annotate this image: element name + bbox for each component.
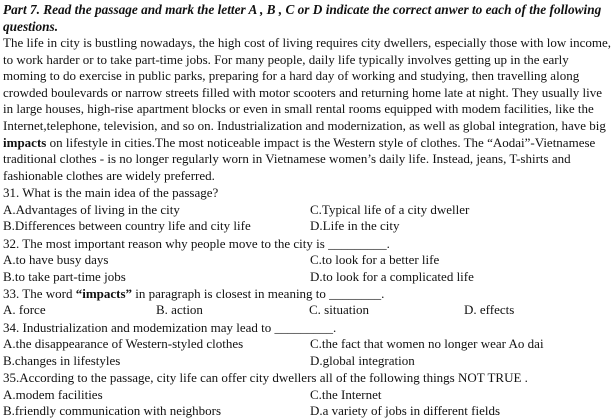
question-31-option-b[interactable]: B.Differences between country life and city life (3, 218, 251, 234)
question-32-option-a[interactable]: A.to have busy days (3, 251, 109, 267)
question-33-option-c[interactable]: C. situation (309, 302, 369, 318)
question-32-stem: 32. The most important reason why people move to the city is _________. (3, 235, 390, 251)
question-33-stem-end: in paragraph is closest in meaning to ________. (132, 286, 385, 302)
question-34-option-b[interactable]: B.changes in lifestyles (3, 352, 121, 368)
passage-text-end: on lifestyle in cities.The most noticeable impact is the Western style of clothes. The “Aodai”-Vietnamese traditional clothes - is no longer regularly worn in Vietnamese women’s daily life. Instead, jeans, T-shirts and fashionable clothes are widely preferred. (3, 134, 596, 183)
question-33-stem-start: 33. The word (3, 286, 76, 302)
question-34-options (3, 336, 613, 369)
question-31-option-d[interactable]: D.Life in the city (310, 218, 400, 234)
question-33-option-a[interactable]: A. force (3, 302, 46, 318)
question-33-option-d[interactable]: D. effects (464, 302, 515, 318)
question-35-option-d[interactable]: D.a variety of jobs in different fields (310, 403, 501, 419)
question-35-option-a[interactable]: A.modem facilities (3, 386, 103, 402)
part-heading: Part 7. Read the passage and mark the letter A , B , C or D indicate the correct anwer to each of the following questions. (3, 2, 602, 34)
question-34-stem: 34. Industrialization and modemization may lead to _________. (3, 319, 337, 335)
question-32-options (3, 252, 613, 285)
question-35-option-c[interactable]: C.the Internet (310, 386, 382, 402)
passage-bold-word: impacts (3, 134, 47, 150)
question-31-option-a[interactable]: A.Advantages of living in the city (3, 201, 180, 217)
question-32-option-d[interactable]: D.to look for a complicated life (310, 268, 474, 284)
question-31-stem: 31. What is the main idea of the passage? (3, 185, 219, 201)
question-35-stem: 35.According to the passage, city life can offer city dwellers all of the following things NOT TRUE . (3, 370, 528, 386)
question-33-options (3, 302, 613, 319)
question-32-option-b[interactable]: B.to take part-time jobs (3, 268, 126, 284)
reading-passage (3, 35, 613, 184)
question-31-option-c[interactable]: C.Typical life of a city dweller (310, 201, 470, 217)
passage-text-start: The life in city is bustling nowadays, the high cost of living requires city dwellers, especially those with low income, to work harder or to take part-time jobs. For many people, daily life typically involves getting up in the early moming to do exercise in public parks, preparing for a hard day of working and studying, then travelling along crowded boulevards or narrow streets filled with motor scooters and returning home late at night. They usually live in large houses, high-rise apartment blocks or even in small rental rooms equipped with modem facilities, like the Internet,telephone, television, and so on. Industrialization and modernization, as well as global integration, have big (3, 35, 611, 133)
question-35-options (3, 387, 613, 420)
question-34-option-c[interactable]: C.the fact that women no longer wear Ao dai (310, 336, 544, 352)
question-34-option-d[interactable]: D.global integration (310, 352, 415, 368)
question-32-option-c[interactable]: C.to look for a better life (310, 251, 440, 267)
question-31-options (3, 202, 613, 235)
question-33-stem-bold: “impacts” (75, 286, 133, 302)
question-35-option-b[interactable]: B.friendly communication with neighbors (3, 403, 222, 419)
question-33-stem (3, 285, 613, 302)
question-33-option-b[interactable]: B. action (156, 302, 203, 318)
question-34-option-a[interactable]: A.the disappearance of Western-styled clothes (3, 336, 244, 352)
